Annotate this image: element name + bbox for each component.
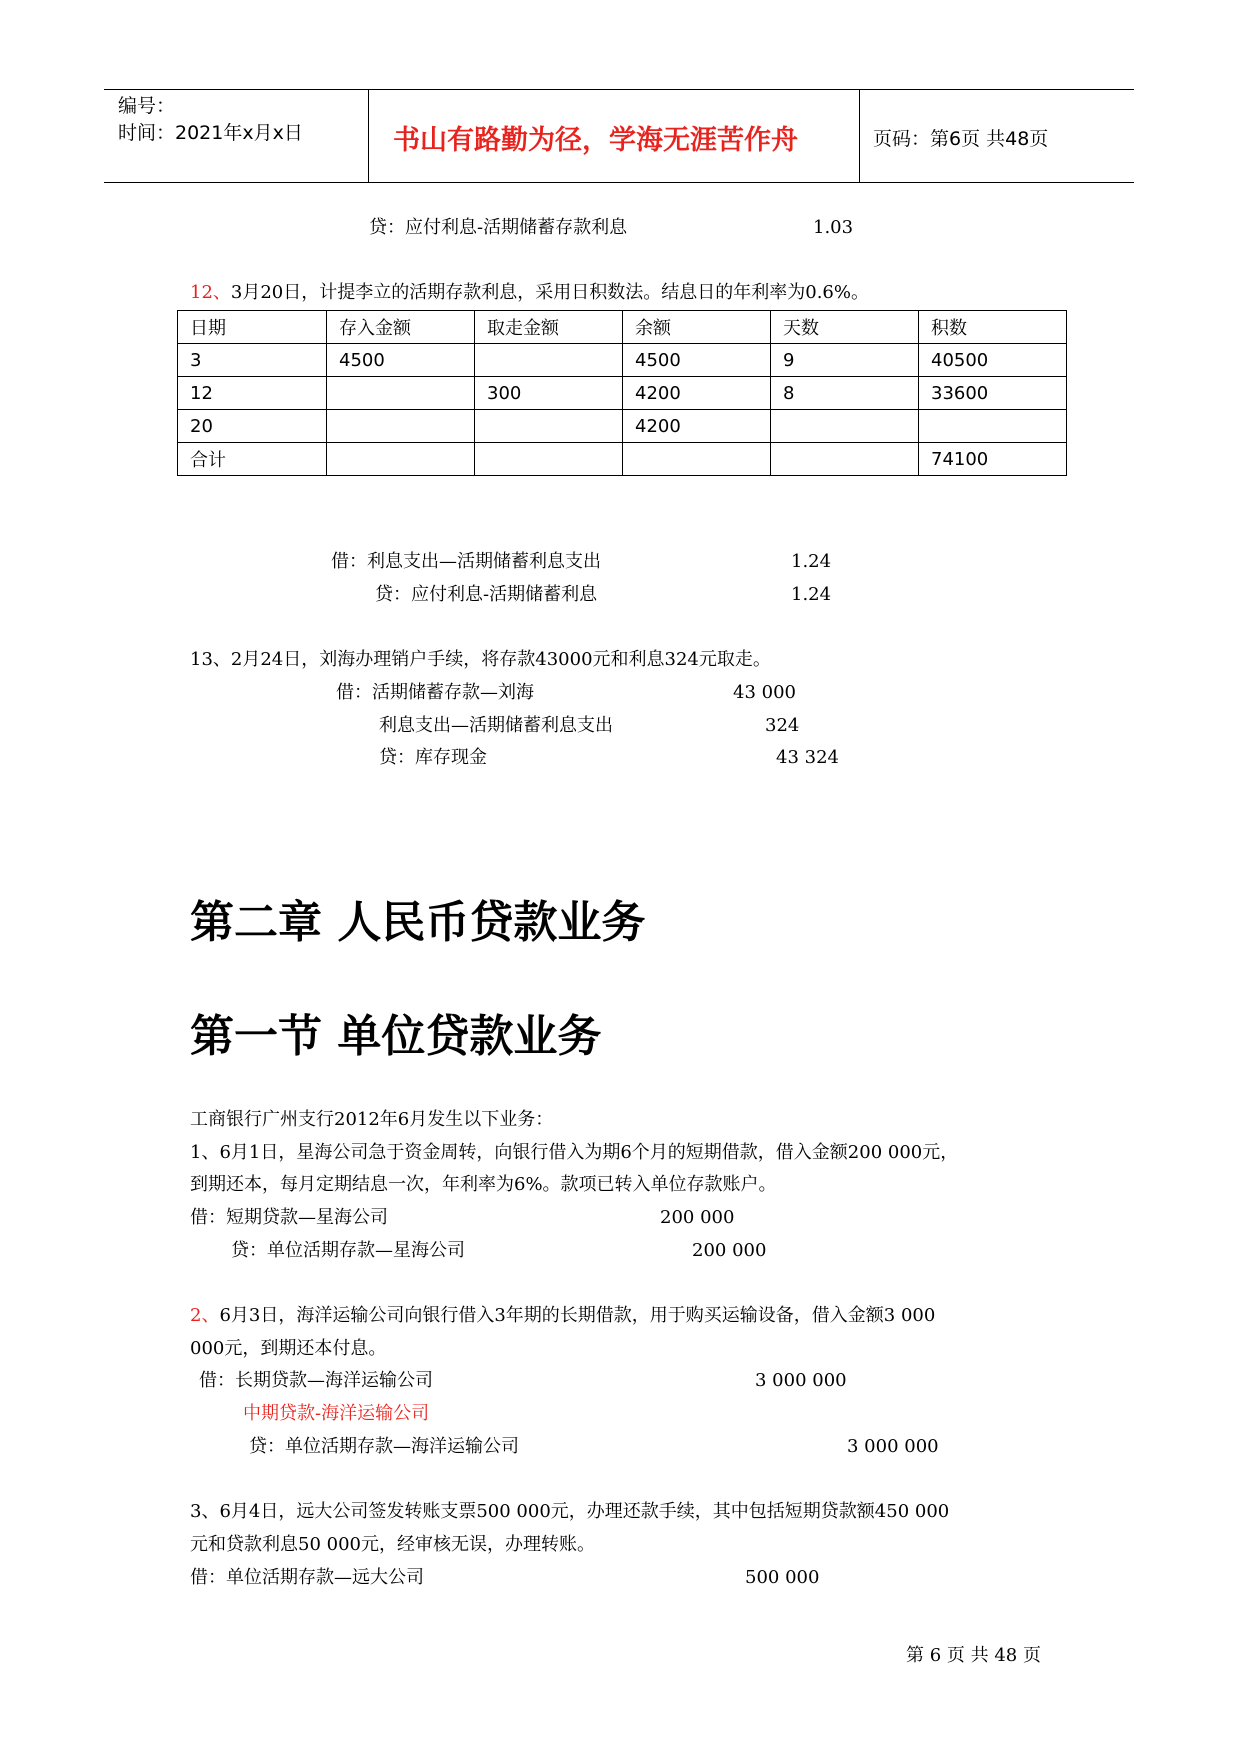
entry3-debit: 借：单位活期存款—远大公司 bbox=[190, 1567, 424, 1588]
table-cell bbox=[771, 443, 919, 476]
entry12-credit: 贷：应付利息-活期储蓄利息 bbox=[375, 584, 598, 605]
table-header-cell: 积数 bbox=[919, 311, 1067, 344]
entry13-debit2-amount: 324 bbox=[765, 715, 800, 736]
question-1-line1: 1、6月1日，星海公司急于资金周转，向银行借入为期6个月的短期借款，借入金额200 000元， bbox=[190, 1142, 959, 1163]
entry3-debit-amount: 500 000 bbox=[745, 1567, 820, 1588]
table-cell bbox=[327, 410, 475, 443]
table-cell: 20 bbox=[178, 410, 327, 443]
table-cell: 4200 bbox=[623, 410, 771, 443]
entry1-credit-amount: 200 000 bbox=[692, 1240, 767, 1261]
entry13-debit2: 利息支出—活期储蓄利息支出 bbox=[379, 715, 613, 736]
entry13-debit-amount: 43 000 bbox=[733, 682, 796, 703]
header-divider-right bbox=[859, 89, 860, 182]
entry12-debit-amount: 1.24 bbox=[791, 551, 832, 572]
section-title: 第一节 单位贷款业务 bbox=[190, 1011, 602, 1062]
header-top-rule bbox=[104, 89, 1134, 90]
table-cell: 4200 bbox=[623, 377, 771, 410]
header-bottom-rule bbox=[104, 182, 1134, 183]
entry13-credit-amount: 43 324 bbox=[776, 747, 839, 768]
table-cell bbox=[475, 410, 623, 443]
entry2-note: 中期贷款-海洋运输公司 bbox=[243, 1403, 430, 1424]
entry1-debit-amount: 200 000 bbox=[660, 1207, 735, 1228]
entry-credit-interest: 贷：应付利息-活期储蓄存款利息 bbox=[369, 217, 628, 238]
entry2-debit: 借：长期贷款—海洋运输公司 bbox=[199, 1370, 433, 1391]
question-3-line1: 3、6月4日，远大公司签发转账支票500 000元，办理还款手续，其中包括短期贷款额450 000 bbox=[190, 1501, 950, 1522]
entry2-debit-amount: 3 000 000 bbox=[755, 1370, 847, 1391]
table-cell: 3 bbox=[178, 344, 327, 377]
table-cell bbox=[623, 443, 771, 476]
table-cell bbox=[327, 443, 475, 476]
entry-credit-interest-amount: 1.03 bbox=[813, 217, 854, 238]
table-row bbox=[178, 377, 1067, 410]
table-cell: 4500 bbox=[327, 344, 475, 377]
question-2-line2: 000元，到期还本付息。 bbox=[190, 1338, 387, 1359]
question-12 bbox=[190, 281, 869, 305]
table-cell: 74100 bbox=[919, 443, 1067, 476]
table-header-cell: 余额 bbox=[623, 311, 771, 344]
header-page-info: 页码：第6页 共48页 bbox=[873, 128, 1049, 150]
table-header-row bbox=[178, 311, 1067, 344]
table-cell: 9 bbox=[771, 344, 919, 377]
table-row bbox=[178, 344, 1067, 377]
table-row bbox=[178, 410, 1067, 443]
table-cell: 4500 bbox=[623, 344, 771, 377]
table-cell bbox=[327, 377, 475, 410]
question-2-text: 6月3日，海洋运输公司向银行借入3年期的长期借款，用于购买运输设备，借入金额3 000 bbox=[219, 1305, 936, 1326]
entry12-debit: 借：利息支出—活期储蓄利息支出 bbox=[331, 551, 601, 572]
question-3-line2: 元和贷款利息50 000元，经审核无误，办理转账。 bbox=[190, 1534, 595, 1555]
entry1-debit: 借：短期贷款—星海公司 bbox=[190, 1207, 388, 1228]
chapter-title: 第二章 人民币贷款业务 bbox=[190, 897, 646, 948]
table-header-cell: 日期 bbox=[178, 311, 327, 344]
interest-accumulation-table bbox=[177, 310, 1067, 476]
question-12-number: 12、 bbox=[190, 282, 231, 303]
question-12-text: 3月20日，计提李立的活期存款利息，采用日积数法。结息日的年利率为0.6%。 bbox=[230, 282, 869, 303]
header-divider-left bbox=[368, 89, 369, 182]
table-cell: 40500 bbox=[919, 344, 1067, 377]
question-13: 13、2月24日，刘海办理销户手续，将存款43000元和利息324元取走。 bbox=[190, 649, 771, 670]
page-footer: 第 6 页 共 48 页 bbox=[906, 1645, 1041, 1666]
question-2-number: 2、 bbox=[190, 1305, 220, 1326]
table-cell: 300 bbox=[475, 377, 623, 410]
entry2-credit-amount: 3 000 000 bbox=[847, 1436, 939, 1457]
header-date: 时间：2021年x月x日 bbox=[118, 122, 303, 144]
table-cell bbox=[919, 410, 1067, 443]
table-cell bbox=[475, 443, 623, 476]
table-cell: 8 bbox=[771, 377, 919, 410]
table-header-cell: 天数 bbox=[771, 311, 919, 344]
table-cell: 12 bbox=[178, 377, 327, 410]
table-cell: 合计 bbox=[178, 443, 327, 476]
entry13-debit: 借：活期储蓄存款—刘海 bbox=[336, 682, 534, 703]
entry12-credit-amount: 1.24 bbox=[791, 584, 832, 605]
table-cell: 33600 bbox=[919, 377, 1067, 410]
entry1-credit: 贷：单位活期存款—星海公司 bbox=[231, 1240, 465, 1261]
table-total-row bbox=[178, 443, 1067, 476]
header-motto: 书山有路勤为径，学海无涯苦作舟 bbox=[393, 125, 798, 156]
intro-text: 工商银行广州支行2012年6月发生以下业务： bbox=[190, 1109, 554, 1130]
table-header-cell: 存入金额 bbox=[327, 311, 475, 344]
question-2-line1 bbox=[190, 1304, 935, 1328]
header-number-label: 编号： bbox=[118, 95, 176, 117]
table-cell bbox=[475, 344, 623, 377]
entry2-credit: 贷：单位活期存款—海洋运输公司 bbox=[249, 1436, 519, 1457]
table-cell bbox=[771, 410, 919, 443]
entry13-credit: 贷：库存现金 bbox=[379, 747, 487, 768]
table-header-cell: 取走金额 bbox=[475, 311, 623, 344]
question-1-line2: 到期还本，每月定期结息一次，年利率为6%。款项已转入单位存款账户。 bbox=[190, 1174, 777, 1195]
